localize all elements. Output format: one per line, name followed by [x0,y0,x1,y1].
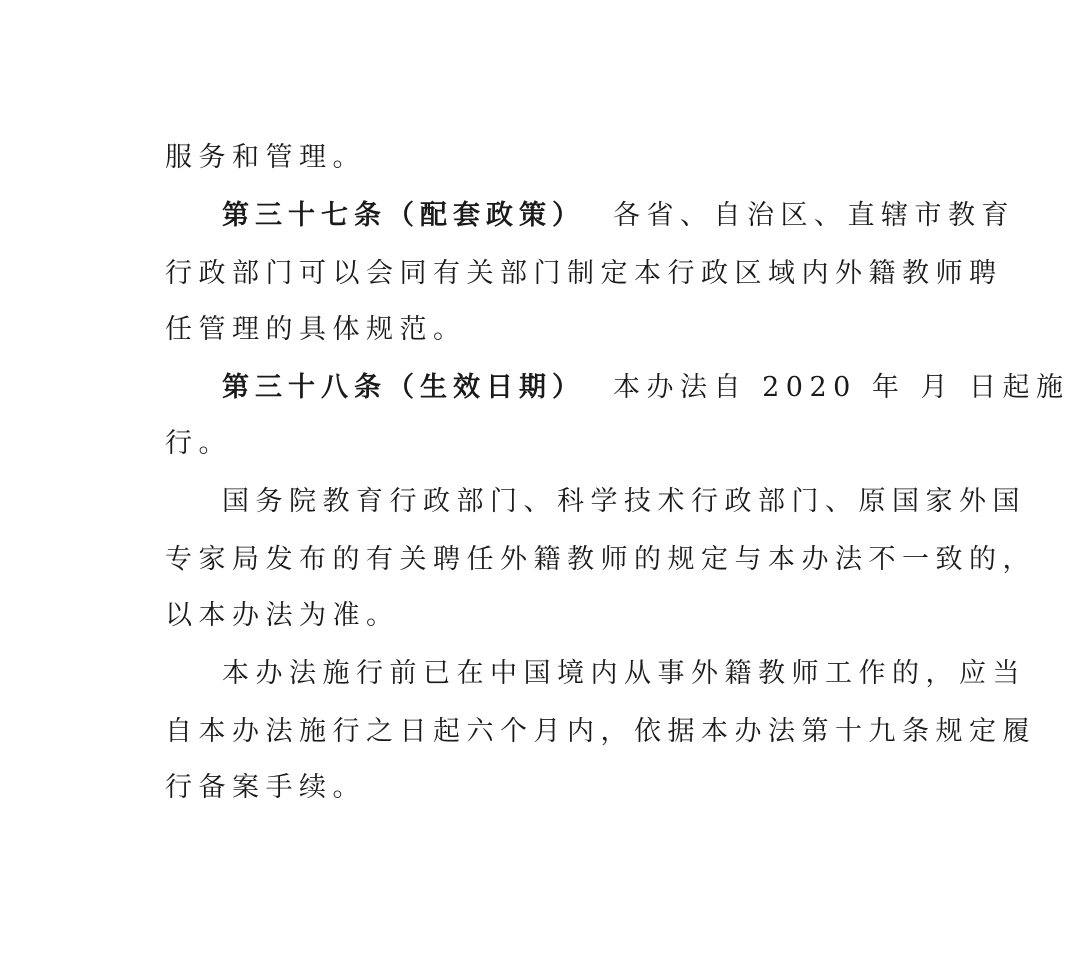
text-line-8 [165,542,1036,578]
line-text: 服务和管理。 [165,142,366,173]
line-text: 各省、自治区、直辖市教育 [613,200,1015,231]
article-38-line [222,370,1070,406]
line-text: 国务院教育行政部门、科学技术行政部门、原国家外国 [222,486,1026,517]
line-text: 专家局发布的有关聘任外籍教师的规定与本办法不一致的， [165,544,1036,575]
line-text: 任管理的具体规范。 [165,314,467,345]
text-line-10 [222,656,1026,692]
text-line-11 [165,714,1036,750]
line-text: 本办法自 2020 年 月 日起施 [613,372,1070,403]
text-line-12 [165,770,366,806]
text-line-4 [165,312,467,348]
text-line-6 [165,426,232,462]
line-text: 行政部门可以会同有关部门制定本行政区域内外籍教师聘 [165,258,1003,289]
article-37-heading: 第三十七条（配套政策） [222,200,585,231]
line-text: 行。 [165,428,232,459]
article-37-line [222,198,1015,234]
text-line-1 [165,140,366,176]
text-line-9 [165,598,400,634]
line-text: 本办法施行前已在中国境内从事外籍教师工作的，应当 [222,658,1026,689]
text-line-3 [165,256,1003,292]
article-38-heading: 第三十八条（生效日期） [222,372,585,403]
line-text: 行备案手续。 [165,772,366,803]
line-text: 以本办法为准。 [165,600,400,631]
line-text: 自本办法施行之日起六个月内，依据本办法第十九条规定履 [165,716,1036,747]
text-line-7 [222,484,1026,520]
